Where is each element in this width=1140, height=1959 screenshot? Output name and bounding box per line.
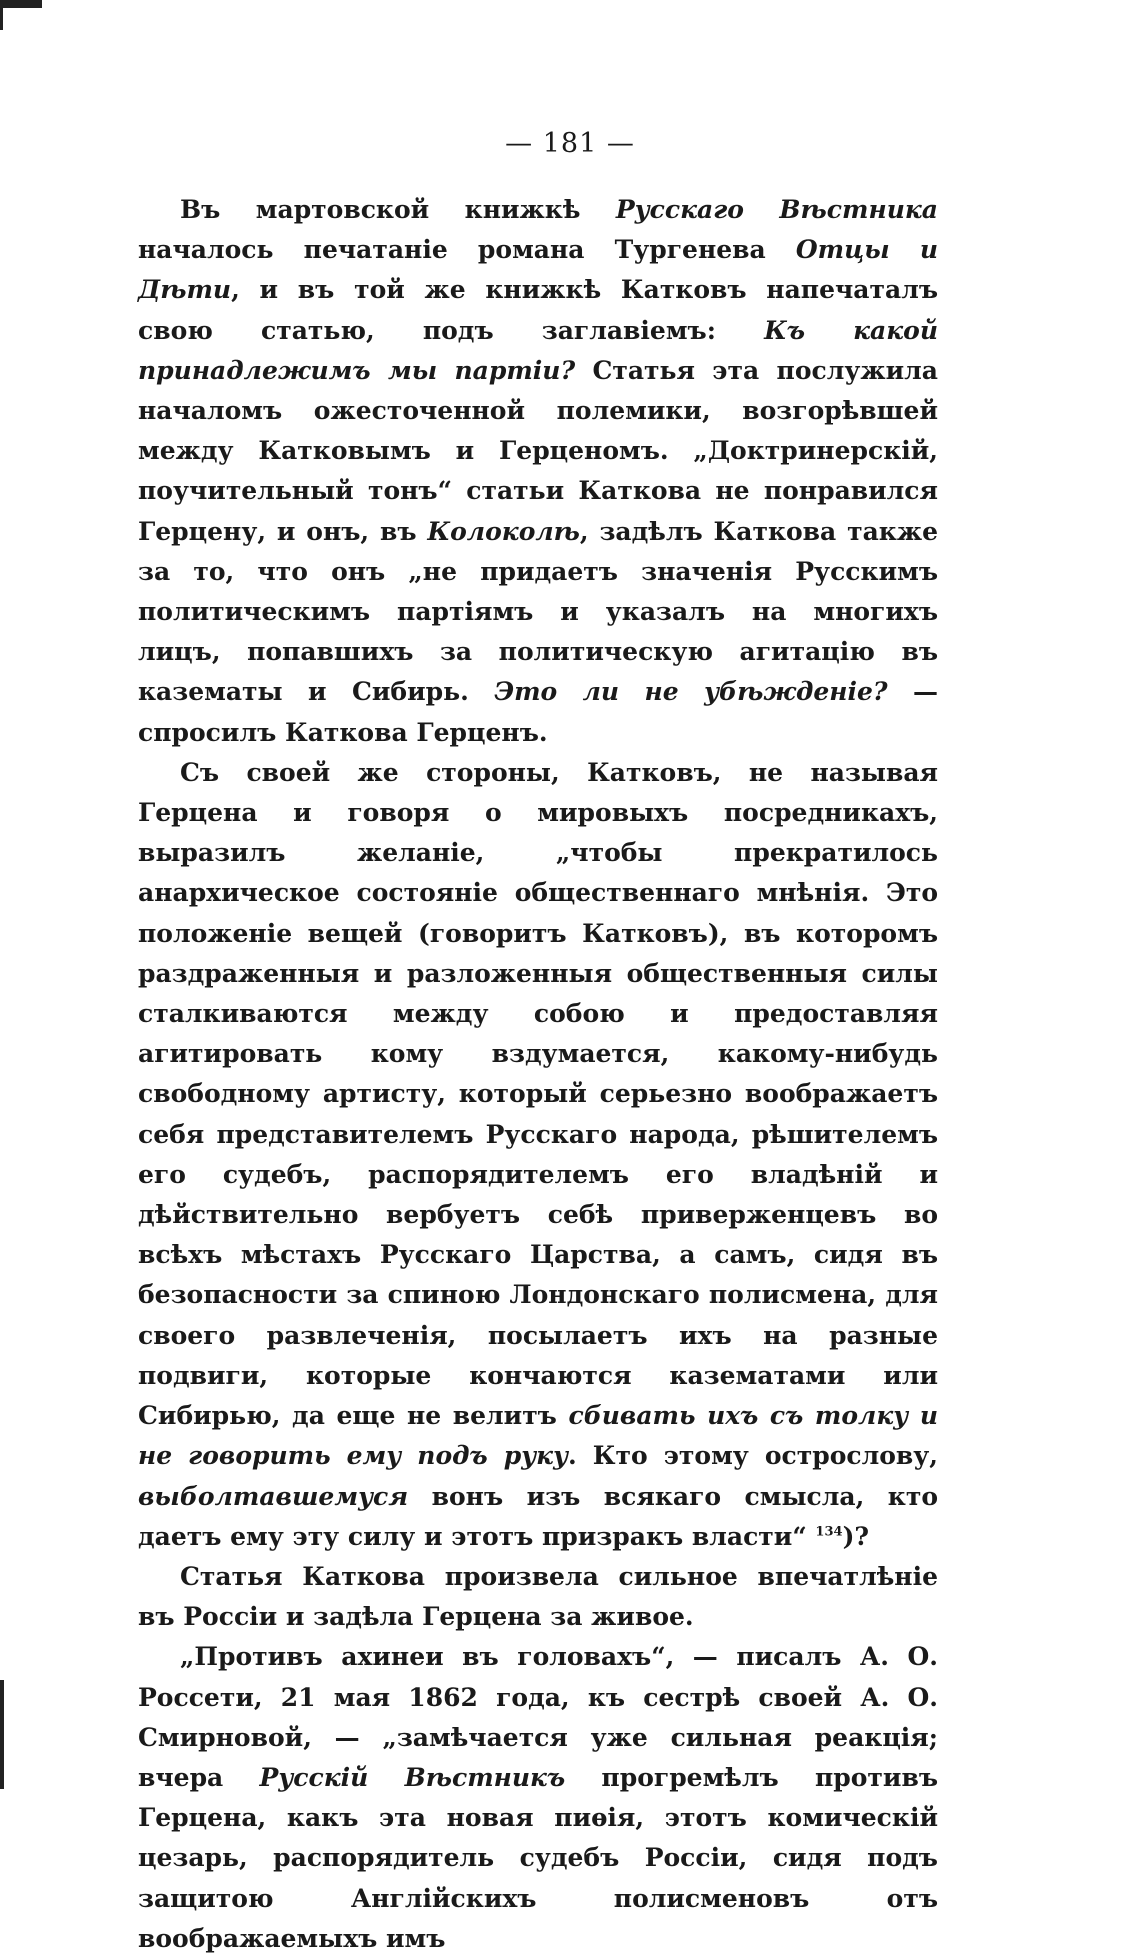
text-run: , задѣлъ Каткова также за то, что онъ „не придаетъ значенія Русскимъ политическимъ партіямъ и указалъ на многихъ лицъ, попавшихъ за политическую агитацію въ казематы и Сибирь. xyxy=(138,516,938,707)
italic-text: Русскаго Вѣстника xyxy=(615,195,938,224)
italic-text: выболтавшемуся xyxy=(138,1481,409,1511)
text-run: вонъ изъ всякаго смысла, кто даетъ ему эту силу и этотъ призракъ власти“ xyxy=(138,1481,938,1551)
italic-text: Это ли не убѣжденіе? xyxy=(494,677,888,707)
italic-text: Русскій Вѣстникъ xyxy=(259,1762,566,1792)
text-run: . Кто этому острослову, xyxy=(568,1441,938,1471)
paragraph xyxy=(138,1637,938,1959)
italic-text: Къ какой принадлежимъ мы партіи? xyxy=(138,315,938,385)
text-run: Статья Каткова произвела сильное впечатлѣніе въ Россіи и задѣла Герцена за живое. xyxy=(138,1561,938,1632)
paragraph xyxy=(138,753,938,1557)
paragraph xyxy=(138,1557,938,1637)
text-run: , и въ той же книжкѣ Катковъ напечаталъ свою статью, подъ заглавіемъ: xyxy=(138,275,938,345)
text-run: Въ мартовской книжкѣ xyxy=(180,195,616,224)
text-run: Съ своей же стороны, Катковъ, не называя Герцена и говоря о мировыхъ посредникахъ, выразилъ желаніе, „чтобы прекратилось анархическое состояніе общественнаго мнѣнія. Это положеніе вещей (говоритъ Катковъ), въ которомъ раздраженныя и разложенныя общественныя силы сталкиваются между собою и предоставляя агитировать кому вздумается, какому-нибудь свободному артисту, который серьезно воображаетъ себя представителемъ Русскаго народа, рѣшителемъ его судебъ, распорядителемъ его владѣній и дѣйствительно вербуетъ себѣ приверженцевъ во всѣхъ мѣстахъ Русскаго Царства, а самъ, сидя въ безопасности за спиною Лондонскаго полисмена, для своего развлеченія, посылаетъ ихъ на разные подвиги, которые кончаются казематами или Сибирью, да еще не велитъ xyxy=(138,757,938,1431)
body-text xyxy=(138,190,938,1959)
page-number: — 181 — xyxy=(505,128,635,159)
italic-text: Отцы и Дѣти xyxy=(138,235,938,305)
text-run: Статья эта послужила началомъ ожесточенной полемики, возгорѣвшей между Катковымъ и Герценомъ. „Доктринерскій, поучительный тонъ“ статьи Каткова не понравился Герцену, и онъ, въ xyxy=(138,355,938,546)
text-run: началось печатаніе романа Тургенева xyxy=(138,235,796,265)
paragraph xyxy=(138,190,938,753)
text-run: — спросилъ Каткова Герценъ. xyxy=(138,677,938,747)
italic-text: Колоколѣ xyxy=(427,516,580,546)
bottom-scan-mark xyxy=(0,1680,4,1789)
footnote-ref: 134 xyxy=(815,1524,843,1540)
text-run: прогремѣлъ противъ Герцена, какъ эта новая пиѳія, этотъ комическій цезарь, распорядитель судебъ Россіи, сидя подъ защитою Англійскихъ полисменовъ отъ воображаемыхъ имъ xyxy=(138,1762,938,1953)
text-run: „Противъ ахинеи въ головахъ“, — писалъ А. О. Россети, 21 мая 1862 года, къ сестрѣ своей А. О. Смирновой, — „замѣчается уже сильная реакція; вчера xyxy=(138,1642,938,1792)
text-run: )? xyxy=(842,1521,870,1551)
corner-scan-mark xyxy=(0,0,3,30)
corner-scan-mark xyxy=(0,0,42,8)
italic-text: сбивать ихъ съ толку и не говорить ему подъ руку xyxy=(138,1401,938,1471)
